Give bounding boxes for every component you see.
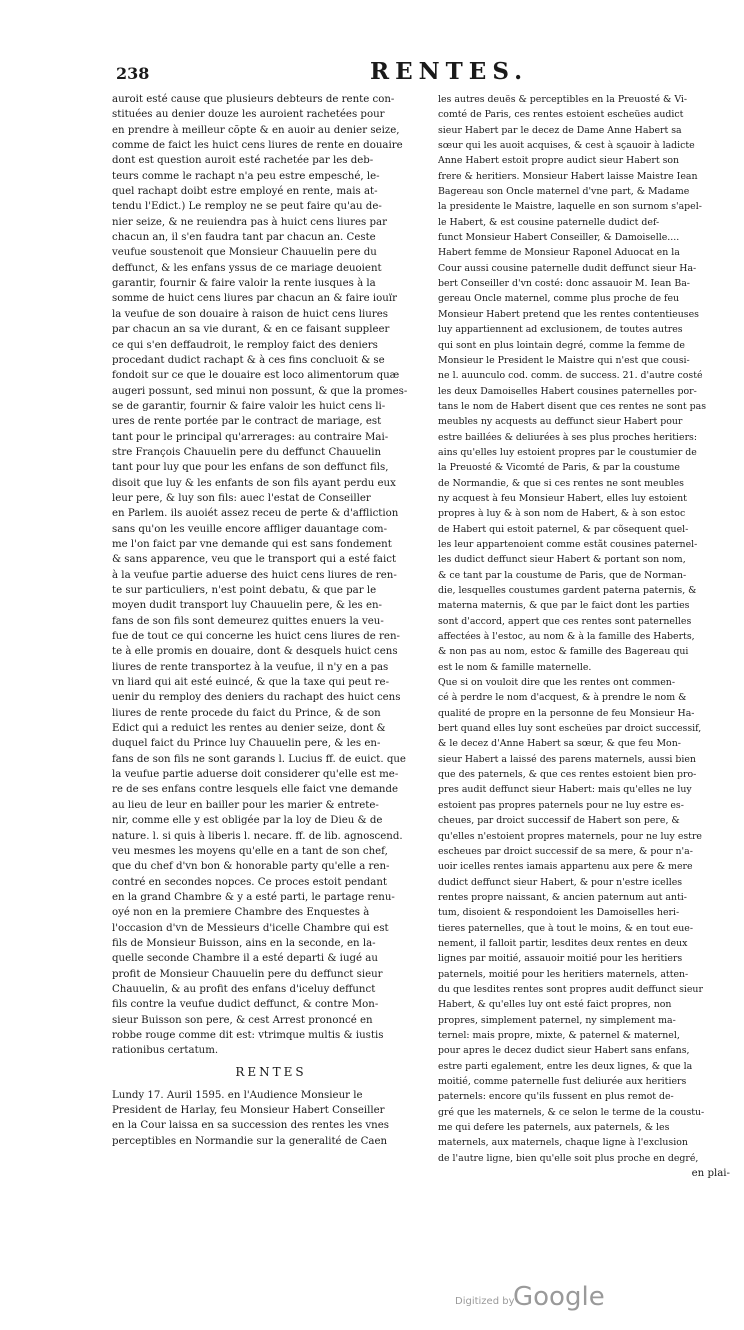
text-line: cheues, par droict successif de Habert son pere, & bbox=[438, 815, 680, 827]
text-line: cé à perdre le nom d'acquest, & à prendre le nom & bbox=[438, 692, 687, 704]
text-line: la presidente le Maistre, laquelle en son surnom s'apel- bbox=[438, 201, 702, 213]
text-line: tieres paternelles, que à tout le moins, & en tout eue- bbox=[438, 922, 694, 934]
text-line: liures de rente transportez à la veufue, il n'y en a pas bbox=[112, 661, 389, 673]
text-line: dont est question auroit esté rachetée par les deb- bbox=[112, 155, 374, 167]
text-line: frere & heritiers. Monsieur Habert laisse Maistre Iean bbox=[438, 170, 698, 182]
text-line: sont d'accord, appert que ces rentes sont paternelles bbox=[438, 615, 692, 627]
text-line: & sans apparence, veu que le transport qui a esté faict bbox=[112, 554, 397, 566]
text-line: Habert, & qu'elles luy ont esté faict propres, non bbox=[438, 999, 672, 1011]
text-line: comté de Paris, ces rentes estoient escheües audict bbox=[438, 109, 684, 121]
text-line: me qui defere les paternels, aux paternels, & les bbox=[438, 1122, 670, 1134]
text-line: oyé non en la premiere Chambre des Enquestes à bbox=[112, 907, 370, 919]
text-line: fils de Monsieur Buisson, ains en la seconde, en la- bbox=[112, 937, 376, 949]
text-line: qui sont en plus lointain degré, comme la femme de bbox=[438, 339, 685, 351]
text-line: la veufue de son douaire à raison de huict cens liures bbox=[112, 308, 388, 320]
text-line: Cour aussi cousine paternelle dudit deffunct sieur Ha- bbox=[438, 262, 697, 274]
text-line: Bagereau son Oncle maternel d'vne part, & Madame bbox=[438, 186, 690, 198]
text-line: robbe rouge comme dit est: vtrimque multis & iustis bbox=[112, 1029, 384, 1041]
text-line: Que si on vouloit dire que les rentes ont commen- bbox=[438, 677, 676, 689]
text-line: sieur Buisson son pere, & cest Arrest prononcé en bbox=[112, 1014, 373, 1026]
text-line: en la grand Chambre & y a esté parti, le partage renu- bbox=[112, 891, 395, 903]
text-line: rationibus certatum. bbox=[112, 1045, 219, 1057]
text-line: la veufue partie aduerse doit considerer qu'elle est me- bbox=[112, 769, 399, 781]
text-line: deffunct, & les enfans yssus de ce mariage deuoient bbox=[112, 262, 382, 274]
left-column bbox=[112, 92, 430, 1149]
text-line: par chacun an sa vie durant, & en ce faisant suppleer bbox=[112, 324, 390, 336]
text-line: veu mesmes les moyens qu'elle en a tant de son chef, bbox=[112, 845, 388, 857]
text-line: maternels, aux maternels, chaque ligne à l'exclusion bbox=[438, 1137, 688, 1149]
text-line: l'occasion d'vn de Messieurs d'icelle Chambre qui est bbox=[112, 922, 389, 934]
text-line: les deux Damoiselles Habert cousines paternelles por- bbox=[438, 385, 697, 397]
page-number: 238 bbox=[116, 64, 150, 83]
text-line: Chauuelin, & au profit des enfans d'iceluy deffunct bbox=[112, 983, 376, 995]
text-line: funct Monsieur Habert Conseiller, & Damoiselle.... bbox=[438, 232, 680, 244]
text-line: les leur appartenoient comme estãt cousines paternel- bbox=[438, 538, 698, 550]
text-line: en la Cour laissa en sa succession des rentes les vnes bbox=[112, 1120, 389, 1132]
text-line: nature. l. si quis à liberis l. necare. ff. de lib. agnoscend. bbox=[112, 830, 403, 842]
text-line: affectées à l'estoc, au nom & à la famille des Haberts, bbox=[438, 631, 695, 643]
text-line: me l'on faict par vne demande qui est sans fondement bbox=[112, 538, 392, 550]
text-line: disoit que luy & les enfants de son fils ayant perdu eux bbox=[112, 477, 396, 489]
text-line: à la veufue partie aduerse des huict cens liures de ren- bbox=[112, 569, 397, 581]
text-line: ains qu'elles luy estoient propres par le coustumier de bbox=[438, 446, 697, 458]
text-line: de Normandie, & que si ces rentes ne sont meubles bbox=[438, 477, 684, 489]
text-line: garantir, fournir & faire valoir la rente iusques à la bbox=[112, 278, 376, 290]
text-line: comme de faict les huict cens liures de rente en douaire bbox=[112, 140, 403, 152]
text-line: te à elle promis en douaire, dont & desquels huict cens bbox=[112, 646, 398, 658]
text-line: en prendre à meilleur cõpte & en auoir au denier seize, bbox=[112, 124, 400, 136]
text-line: gré que les maternels, & ce selon le terme de la coustu- bbox=[438, 1106, 705, 1118]
left-text-block bbox=[112, 92, 430, 1059]
text-line: uoir icelles rentes iamais appartenu aux pere & mere bbox=[438, 861, 693, 873]
text-line: Monsieur Habert pretend que les rentes contentieuses bbox=[438, 308, 699, 320]
text-line: tant pour le principal qu'arrerages: au contraire Mai- bbox=[112, 431, 389, 443]
running-title: RENTES. bbox=[370, 58, 529, 85]
text-line: auroit esté cause que plusieurs debteurs de rente con- bbox=[112, 94, 395, 105]
text-line: teurs comme le rachapt n'a peu estre empesché, le- bbox=[112, 170, 380, 182]
text-line: gereau Oncle maternel, comme plus proche de feu bbox=[438, 293, 680, 305]
text-line: nement, il falloit partir, lesdites deux rentes en deux bbox=[438, 937, 688, 949]
left-text-block-continued bbox=[112, 1088, 430, 1149]
text-line: tant pour luy que pour les enfans de son deffunct fils, bbox=[112, 462, 389, 474]
text-line: au lieu de leur en bailler pour les marier & entrete- bbox=[112, 799, 379, 811]
text-line: vn liard qui ait esté euincé, & que la taxe qui peut re- bbox=[112, 677, 390, 689]
text-line: sieur Habert par le decez de Dame Anne Habert sa bbox=[438, 124, 682, 136]
text-line: pour apres le decez dudict sieur Habert sans enfans, bbox=[438, 1045, 690, 1057]
text-line: paternels, moitié pour les heritiers maternels, atten- bbox=[438, 968, 689, 980]
text-line: quel rachapt doibt estre employé en rente, mais at- bbox=[112, 186, 378, 198]
text-line: nier seize, & ne reuiendra pas à huict cens liures par bbox=[112, 216, 387, 228]
text-line: Anne Habert estoit propre audict sieur Habert son bbox=[438, 155, 680, 167]
text-line: le Habert, & est cousine paternelle dudict def- bbox=[438, 216, 660, 228]
text-line: contré en secondes nopces. Ce proces estoit pendant bbox=[112, 876, 388, 888]
text-line: stituées au denier douze les auroient rachetées pour bbox=[112, 109, 385, 121]
text-line: en Parlem. ils auoiét assez receu de perte & d'affliction bbox=[112, 508, 399, 520]
text-line: chacun an, il s'en faudra tant par chacun an. Ceste bbox=[112, 232, 376, 244]
text-line: bert quand elles luy sont escheües par droict successif, bbox=[438, 723, 702, 735]
text-line: dudict deffunct sieur Habert, & pour n'estre icelles bbox=[438, 876, 683, 888]
text-line: fans de son fils sont demeurez quittes enuers la veu- bbox=[112, 615, 384, 627]
text-line: rentes propre naissant, & ancien paternum aut anti- bbox=[438, 891, 687, 903]
text-line: estre parti egalement, entre les deux lignes, & que la bbox=[438, 1060, 693, 1072]
text-line: ne l. auunculo cod. comm. de success. 21. d'autre costé bbox=[438, 370, 703, 382]
text-line: paternels: encore qu'ils fussent en plus remot de- bbox=[438, 1091, 674, 1103]
text-line: nir, comme elle y est obligée par la loy de Dieu & de bbox=[112, 815, 383, 827]
text-line: fondoit sur ce que le douaire est loco alimentorum quæ bbox=[112, 370, 400, 382]
text-line: stre François Chauuelin pere du deffunct Chauuelin bbox=[112, 446, 382, 458]
google-logo: Google bbox=[513, 1282, 605, 1312]
text-line: ny acquest à feu Monsieur Habert, elles luy estoient bbox=[438, 492, 687, 504]
text-line: du que lesdites rentes sont propres audit deffunct sieur bbox=[438, 983, 703, 995]
text-line: procedant dudict rachapt & à ces fins concluoit & se bbox=[112, 354, 385, 366]
text-line: les dudict deffunct sieur Habert & portant son nom, bbox=[438, 554, 686, 566]
text-line: die, lesquelles coustumes gardent paterna paternis, & bbox=[438, 585, 697, 596]
text-line: veufue soustenoit que Monsieur Chauuelin pere du bbox=[112, 247, 377, 259]
text-line: bert Conseiller d'vn costé: donc assauoir M. Iean Ba- bbox=[438, 278, 690, 290]
text-line: Edict qui a reduict les rentes au denier seize, dont & bbox=[112, 723, 386, 735]
text-line: tans le nom de Habert disent que ces rentes ne sont pas bbox=[438, 400, 707, 412]
text-line: ures de rente portée par le contract de mariage, est bbox=[112, 416, 382, 428]
text-line: propres, simplement paternel, ny simplement ma- bbox=[438, 1014, 676, 1026]
text-line: fils contre la veufue dudict deffunct, & contre Mon- bbox=[112, 999, 379, 1011]
text-line: uenir du remploy des deniers du rachapt des huict cens bbox=[112, 692, 401, 704]
text-line: de Habert qui estoit paternel, & par cõsequent quel- bbox=[438, 523, 689, 535]
text-line: Habert femme de Monsieur Raponel Aduocat en la bbox=[438, 247, 680, 259]
text-line: perceptibles en Normandie sur la generalité de Caen bbox=[112, 1135, 388, 1147]
text-line: meubles ny acquests au deffunct sieur Habert pour bbox=[438, 416, 683, 428]
text-line: pres audit deffunct sieur Habert: mais qu'elles ne luy bbox=[438, 784, 692, 796]
text-line: re de ses enfans contre lesquels elle faict vne demande bbox=[112, 784, 399, 796]
text-line: Lundy 17. Auril 1595. en l'Audience Monsieur le bbox=[112, 1089, 363, 1101]
catchword: en plai- bbox=[691, 1168, 730, 1180]
text-line: leur pere, & luy son fils: auec l'estat de Conseiller bbox=[112, 492, 371, 504]
text-line: fue de tout ce qui concerne les huict cens liures de ren- bbox=[112, 631, 400, 643]
text-line: de l'autre ligne, bien qu'elle soit plus proche en degré, bbox=[438, 1152, 699, 1164]
digitized-by-google-watermark bbox=[455, 1282, 645, 1316]
text-line: qualité de propre en la personne de feu Monsieur Ha- bbox=[438, 707, 695, 719]
text-line: fans de son fils ne sont garands l. Lucius ff. de euict. que bbox=[112, 753, 406, 765]
text-line: la Preuosté & Vicomté de Paris, & par la coustume bbox=[438, 462, 680, 474]
text-line: moitié, comme paternelle fust deliurée aux heritiers bbox=[438, 1076, 687, 1087]
text-line: quelle seconde Chambre il a esté departi & iugé au bbox=[112, 953, 378, 965]
text-line: escheues par droict successif de sa mere, & pour n'a- bbox=[438, 845, 693, 857]
page-header bbox=[112, 58, 706, 88]
text-line: te sur particuliers, n'est point debatu, & que par le bbox=[112, 585, 377, 596]
text-line: sieur Habert a laissé des parens maternels, aussi bien bbox=[438, 753, 696, 765]
text-line: profit de Monsieur Chauuelin pere du deffunct sieur bbox=[112, 968, 383, 980]
text-line: somme de huict cens liures par chacun an & faire iouïr bbox=[112, 293, 397, 305]
text-line: liures de rente procede du faict du Prince, & de son bbox=[112, 707, 381, 719]
text-line: President de Harlay, feu Monsieur Habert Conseiller bbox=[112, 1105, 385, 1116]
text-line: augeri possunt, sed minui non possunt, & que la promes- bbox=[112, 385, 408, 397]
text-line: les autres deuës & perceptibles en la Preuosté & Vi- bbox=[438, 94, 688, 105]
text-line: se de garantir, fournir & faire valoir les huict cens li- bbox=[112, 400, 386, 412]
text-line: & le decez d'Anne Habert sa sœur, & que feu Mon- bbox=[438, 738, 681, 750]
text-line: ternel: mais propre, mixte, & paternel & maternel, bbox=[438, 1029, 680, 1041]
text-line: tendu l'Edict.) Le remploy ne se peut faire qu'au de- bbox=[112, 201, 382, 213]
text-line: lignes par moitié, assauoir moitié pour les heritiers bbox=[438, 953, 683, 965]
text-line: tum, disoient & respondoient les Damoiselles heri- bbox=[438, 907, 680, 919]
text-line: qu'elles n'estoient propres maternels, pour ne luy estre bbox=[438, 830, 702, 842]
text-line: Monsieur le President le Maistre qui n'est que cousi- bbox=[438, 354, 690, 366]
text-line: duquel faict du Prince luy Chauuelin pere, & les en- bbox=[112, 738, 381, 750]
text-line: propres à luy & à son nom de Habert, & à son estoc bbox=[438, 508, 686, 520]
watermark-prefix: Digitized by bbox=[455, 1296, 515, 1307]
text-line: luy appartiennent ad exclusionem, de toutes autres bbox=[438, 324, 683, 336]
text-line: estoient pas propres paternels pour ne luy estre es- bbox=[438, 799, 684, 811]
text-line: sans qu'on les veuille encore affliger dauantage com- bbox=[112, 523, 388, 535]
text-line: que des paternels, & que ces rentes estoient bien pro- bbox=[438, 769, 697, 781]
text-line: & ce tant par la coustume de Paris, que de Norman- bbox=[438, 569, 687, 581]
text-line: materna maternis, & que par le faict dont les parties bbox=[438, 600, 690, 612]
text-line: est le nom & famille maternelle. bbox=[438, 661, 592, 673]
right-column bbox=[438, 92, 730, 1181]
text-line: moyen dudit transport luy Chauuelin pere, & les en- bbox=[112, 600, 382, 612]
text-line: estre baillées & deliurées à ses plus proches heritiers: bbox=[438, 431, 698, 443]
text-line: sœur qui les auoit acquises, & cest à sçauoir à ladicte bbox=[438, 140, 695, 152]
text-line: que du chef d'vn bon & honorable party qu'elle a ren- bbox=[112, 861, 390, 873]
text-line: ce qui s'en deffaudroit, le remploy faict des deniers bbox=[112, 339, 378, 351]
right-text-block bbox=[438, 92, 730, 1166]
text-line: & non pas au nom, estoc & famille des Bagereau qui bbox=[438, 646, 689, 658]
section-heading: RENTES bbox=[235, 1064, 307, 1079]
